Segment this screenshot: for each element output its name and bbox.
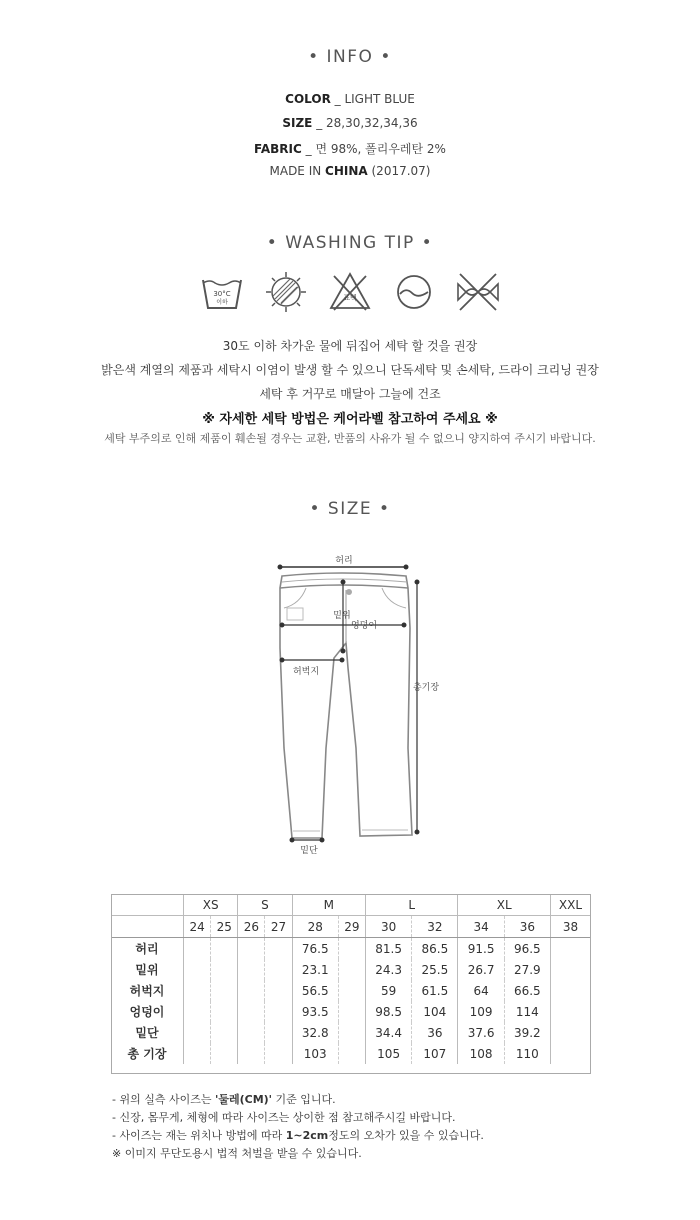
table-cell xyxy=(238,980,265,1001)
table-cell: 110 xyxy=(504,1043,550,1064)
size-number: 29 xyxy=(338,916,365,938)
info-color-line xyxy=(0,92,700,106)
info-heading: • INFO • xyxy=(308,47,392,67)
table-row xyxy=(111,959,590,980)
table-cell xyxy=(184,1001,211,1022)
info-color-value: LIGHT BLUE xyxy=(344,92,415,106)
size-number: 28 xyxy=(292,916,338,938)
table-cell xyxy=(338,1001,365,1022)
size-group-row xyxy=(111,894,590,916)
table-cell xyxy=(550,1043,590,1064)
group-xs: XS xyxy=(184,894,238,916)
info-size-key: SIZE xyxy=(282,116,313,130)
table-cell xyxy=(338,959,365,980)
table-row xyxy=(111,1022,590,1043)
table-cell: 25.5 xyxy=(412,959,458,980)
table-cell xyxy=(211,1022,238,1043)
size-table xyxy=(111,894,590,1064)
corner-cell xyxy=(111,916,184,938)
no-tumble-dry-icon xyxy=(264,270,308,314)
table-cell: 114 xyxy=(504,1001,550,1022)
washing-line-3: 세탁 후 거꾸로 매달아 그늘에 건조 xyxy=(259,387,441,401)
table-cell: 107 xyxy=(412,1043,458,1064)
table-cell: 23.1 xyxy=(292,959,338,980)
table-cell xyxy=(238,1001,265,1022)
wash-temp-sub: 이하 xyxy=(216,299,228,306)
care-icons xyxy=(200,270,500,320)
table-cell xyxy=(550,938,590,960)
table-cell xyxy=(211,938,238,960)
table-cell xyxy=(338,980,365,1001)
info-size-sep: _ xyxy=(312,116,327,130)
label-hem: 밑단 xyxy=(300,846,318,856)
size-number: 30 xyxy=(366,916,412,938)
info-color-key: COLOR xyxy=(285,92,331,106)
table-row xyxy=(111,938,590,960)
label-hip: 엉덩이 xyxy=(350,621,378,631)
table-cell xyxy=(211,1043,238,1064)
size-number: 34 xyxy=(458,916,504,938)
table-cell xyxy=(238,938,265,960)
table-cell: 27.9 xyxy=(504,959,550,980)
table-cell xyxy=(265,938,292,960)
size-number: 32 xyxy=(412,916,458,938)
table-cell xyxy=(338,1043,365,1064)
note-4: ※ 이미지 무단도용시 법적 처벌을 받을 수 있습니다. xyxy=(112,1147,362,1160)
washing-line-1: 30도 이하 차가운 물에 뒤집어 세탁 할 것을 권장 xyxy=(222,339,478,353)
table-cell: 56.5 xyxy=(292,980,338,1001)
label-thigh: 허벅지 xyxy=(292,667,320,677)
table-cell xyxy=(265,1001,292,1022)
size-number: 27 xyxy=(265,916,292,938)
label-rise: 밑위 xyxy=(333,611,351,621)
table-cell xyxy=(550,1022,590,1043)
table-cell xyxy=(265,959,292,980)
table-cell: 98.5 xyxy=(366,1001,412,1022)
table-cell: 39.2 xyxy=(504,1022,550,1043)
table-cell xyxy=(550,959,590,980)
note-1 xyxy=(112,1091,336,1107)
table-row xyxy=(111,1043,590,1064)
corner-cell xyxy=(111,894,184,916)
washing-line-2: 밝은색 계열의 제품과 세탁시 이염이 발생 할 수 있으니 단독세탁 및 손세탁, 드라이 크리닝 권장 xyxy=(101,363,599,377)
row-label: 총 기장 xyxy=(127,1047,167,1061)
group-s: S xyxy=(238,894,292,916)
info-fabric-value: 면 98%, 폴리우레탄 2% xyxy=(315,142,446,156)
no-dry-clean-icon xyxy=(456,270,500,314)
table-cell xyxy=(211,1001,238,1022)
size-number: 24 xyxy=(184,916,211,938)
label-total: 총기장 xyxy=(412,683,440,693)
table-cell: 32.8 xyxy=(292,1022,338,1043)
label-waist: 허리 xyxy=(335,556,353,566)
row-label: 허벅지 xyxy=(129,984,165,998)
pants-diagram xyxy=(260,548,440,858)
group-xxl: XXL xyxy=(550,894,590,916)
table-cell xyxy=(265,980,292,1001)
table-cell xyxy=(550,980,590,1001)
table-cell: 108 xyxy=(458,1043,504,1064)
size-number: 36 xyxy=(504,916,550,938)
info-size-value: 28,30,32,34,36 xyxy=(326,116,418,130)
info-size-line xyxy=(0,116,700,130)
info-fabric-sep: _ xyxy=(301,142,316,156)
table-cell xyxy=(238,1022,265,1043)
note-1-post: 기준 입니다. xyxy=(272,1093,336,1106)
info-made-line xyxy=(0,164,700,178)
info-fabric-line xyxy=(0,140,700,157)
size-number: 26 xyxy=(238,916,265,938)
no-bleach-label: 표백 xyxy=(343,294,357,302)
table-cell: 103 xyxy=(292,1043,338,1064)
table-row xyxy=(111,1001,590,1022)
washing-heading: • WASHING TIP • xyxy=(266,233,434,253)
group-xl: XL xyxy=(458,894,550,916)
washing-line-5: 세탁 부주의로 인해 제품이 훼손될 경우는 교환, 반품의 사유가 될 수 없으니 양지하여 주시기 바랍니다. xyxy=(104,432,596,445)
table-cell xyxy=(265,1022,292,1043)
info-made-country: CHINA xyxy=(325,164,368,178)
group-l: L xyxy=(366,894,458,916)
group-m: M xyxy=(292,894,365,916)
note-1-pre: - 위의 실측 사이즈는 xyxy=(112,1093,215,1106)
wash-temp-label: 30°C xyxy=(213,290,231,298)
table-cell: 66.5 xyxy=(504,980,550,1001)
size-table-body xyxy=(111,938,590,1065)
note-3-bold: 1~2cm xyxy=(285,1129,329,1142)
table-cell: 76.5 xyxy=(292,938,338,960)
table-cell xyxy=(238,1043,265,1064)
table-cell xyxy=(211,980,238,1001)
table-cell: 91.5 xyxy=(458,938,504,960)
size-number: 25 xyxy=(211,916,238,938)
table-cell: 24.3 xyxy=(366,959,412,980)
row-label: 밑위 xyxy=(135,963,159,977)
row-label: 밑단 xyxy=(135,1026,159,1040)
gentle-wash-icon xyxy=(392,270,436,314)
table-cell xyxy=(338,1022,365,1043)
note-3-post: 정도의 오차가 있을 수 있습니다. xyxy=(328,1129,484,1142)
table-cell xyxy=(184,1022,211,1043)
wash-30c-icon xyxy=(200,270,244,314)
table-cell xyxy=(184,980,211,1001)
washing-line-4: ※ 자세한 세탁 방법은 케어라벨 참고하여 주세요 ※ xyxy=(202,412,498,427)
table-cell: 26.7 xyxy=(458,959,504,980)
table-cell xyxy=(550,1001,590,1022)
table-cell xyxy=(238,959,265,980)
row-label: 허리 xyxy=(135,942,159,956)
table-cell xyxy=(265,1043,292,1064)
table-cell xyxy=(338,938,365,960)
no-bleach-icon xyxy=(328,270,372,314)
note-3-pre: - 사이즈는 재는 위치나 방법에 따라 xyxy=(112,1129,286,1142)
table-cell: 96.5 xyxy=(504,938,550,960)
table-cell xyxy=(211,959,238,980)
table-cell: 59 xyxy=(366,980,412,1001)
row-label: 엉덩이 xyxy=(129,1005,165,1019)
table-cell: 109 xyxy=(458,1001,504,1022)
table-row xyxy=(111,980,590,1001)
info-made-prefix: MADE IN xyxy=(269,164,326,178)
table-cell: 61.5 xyxy=(412,980,458,1001)
size-heading: • SIZE • xyxy=(309,499,391,519)
table-cell: 34.4 xyxy=(366,1022,412,1043)
note-2: - 신장, 몸무게, 체형에 따라 사이즈는 상이한 점 참고해주시길 바랍니다. xyxy=(112,1111,456,1124)
info-color-sep: _ xyxy=(330,92,345,106)
table-cell: 64 xyxy=(458,980,504,1001)
table-cell: 104 xyxy=(412,1001,458,1022)
note-3 xyxy=(112,1127,484,1143)
table-cell xyxy=(184,938,211,960)
table-cell: 81.5 xyxy=(366,938,412,960)
info-fabric-key: FABRIC xyxy=(254,142,302,156)
table-cell xyxy=(184,959,211,980)
table-cell: 36 xyxy=(412,1022,458,1043)
note-1-bold: '둘레(CM)' xyxy=(214,1093,273,1106)
table-cell: 37.6 xyxy=(458,1022,504,1043)
table-cell xyxy=(184,1043,211,1064)
table-cell: 105 xyxy=(366,1043,412,1064)
info-made-year: (2017.07) xyxy=(367,164,431,178)
size-number: 38 xyxy=(550,916,590,938)
table-cell: 86.5 xyxy=(412,938,458,960)
size-number-row xyxy=(111,916,590,938)
table-cell: 93.5 xyxy=(292,1001,338,1022)
